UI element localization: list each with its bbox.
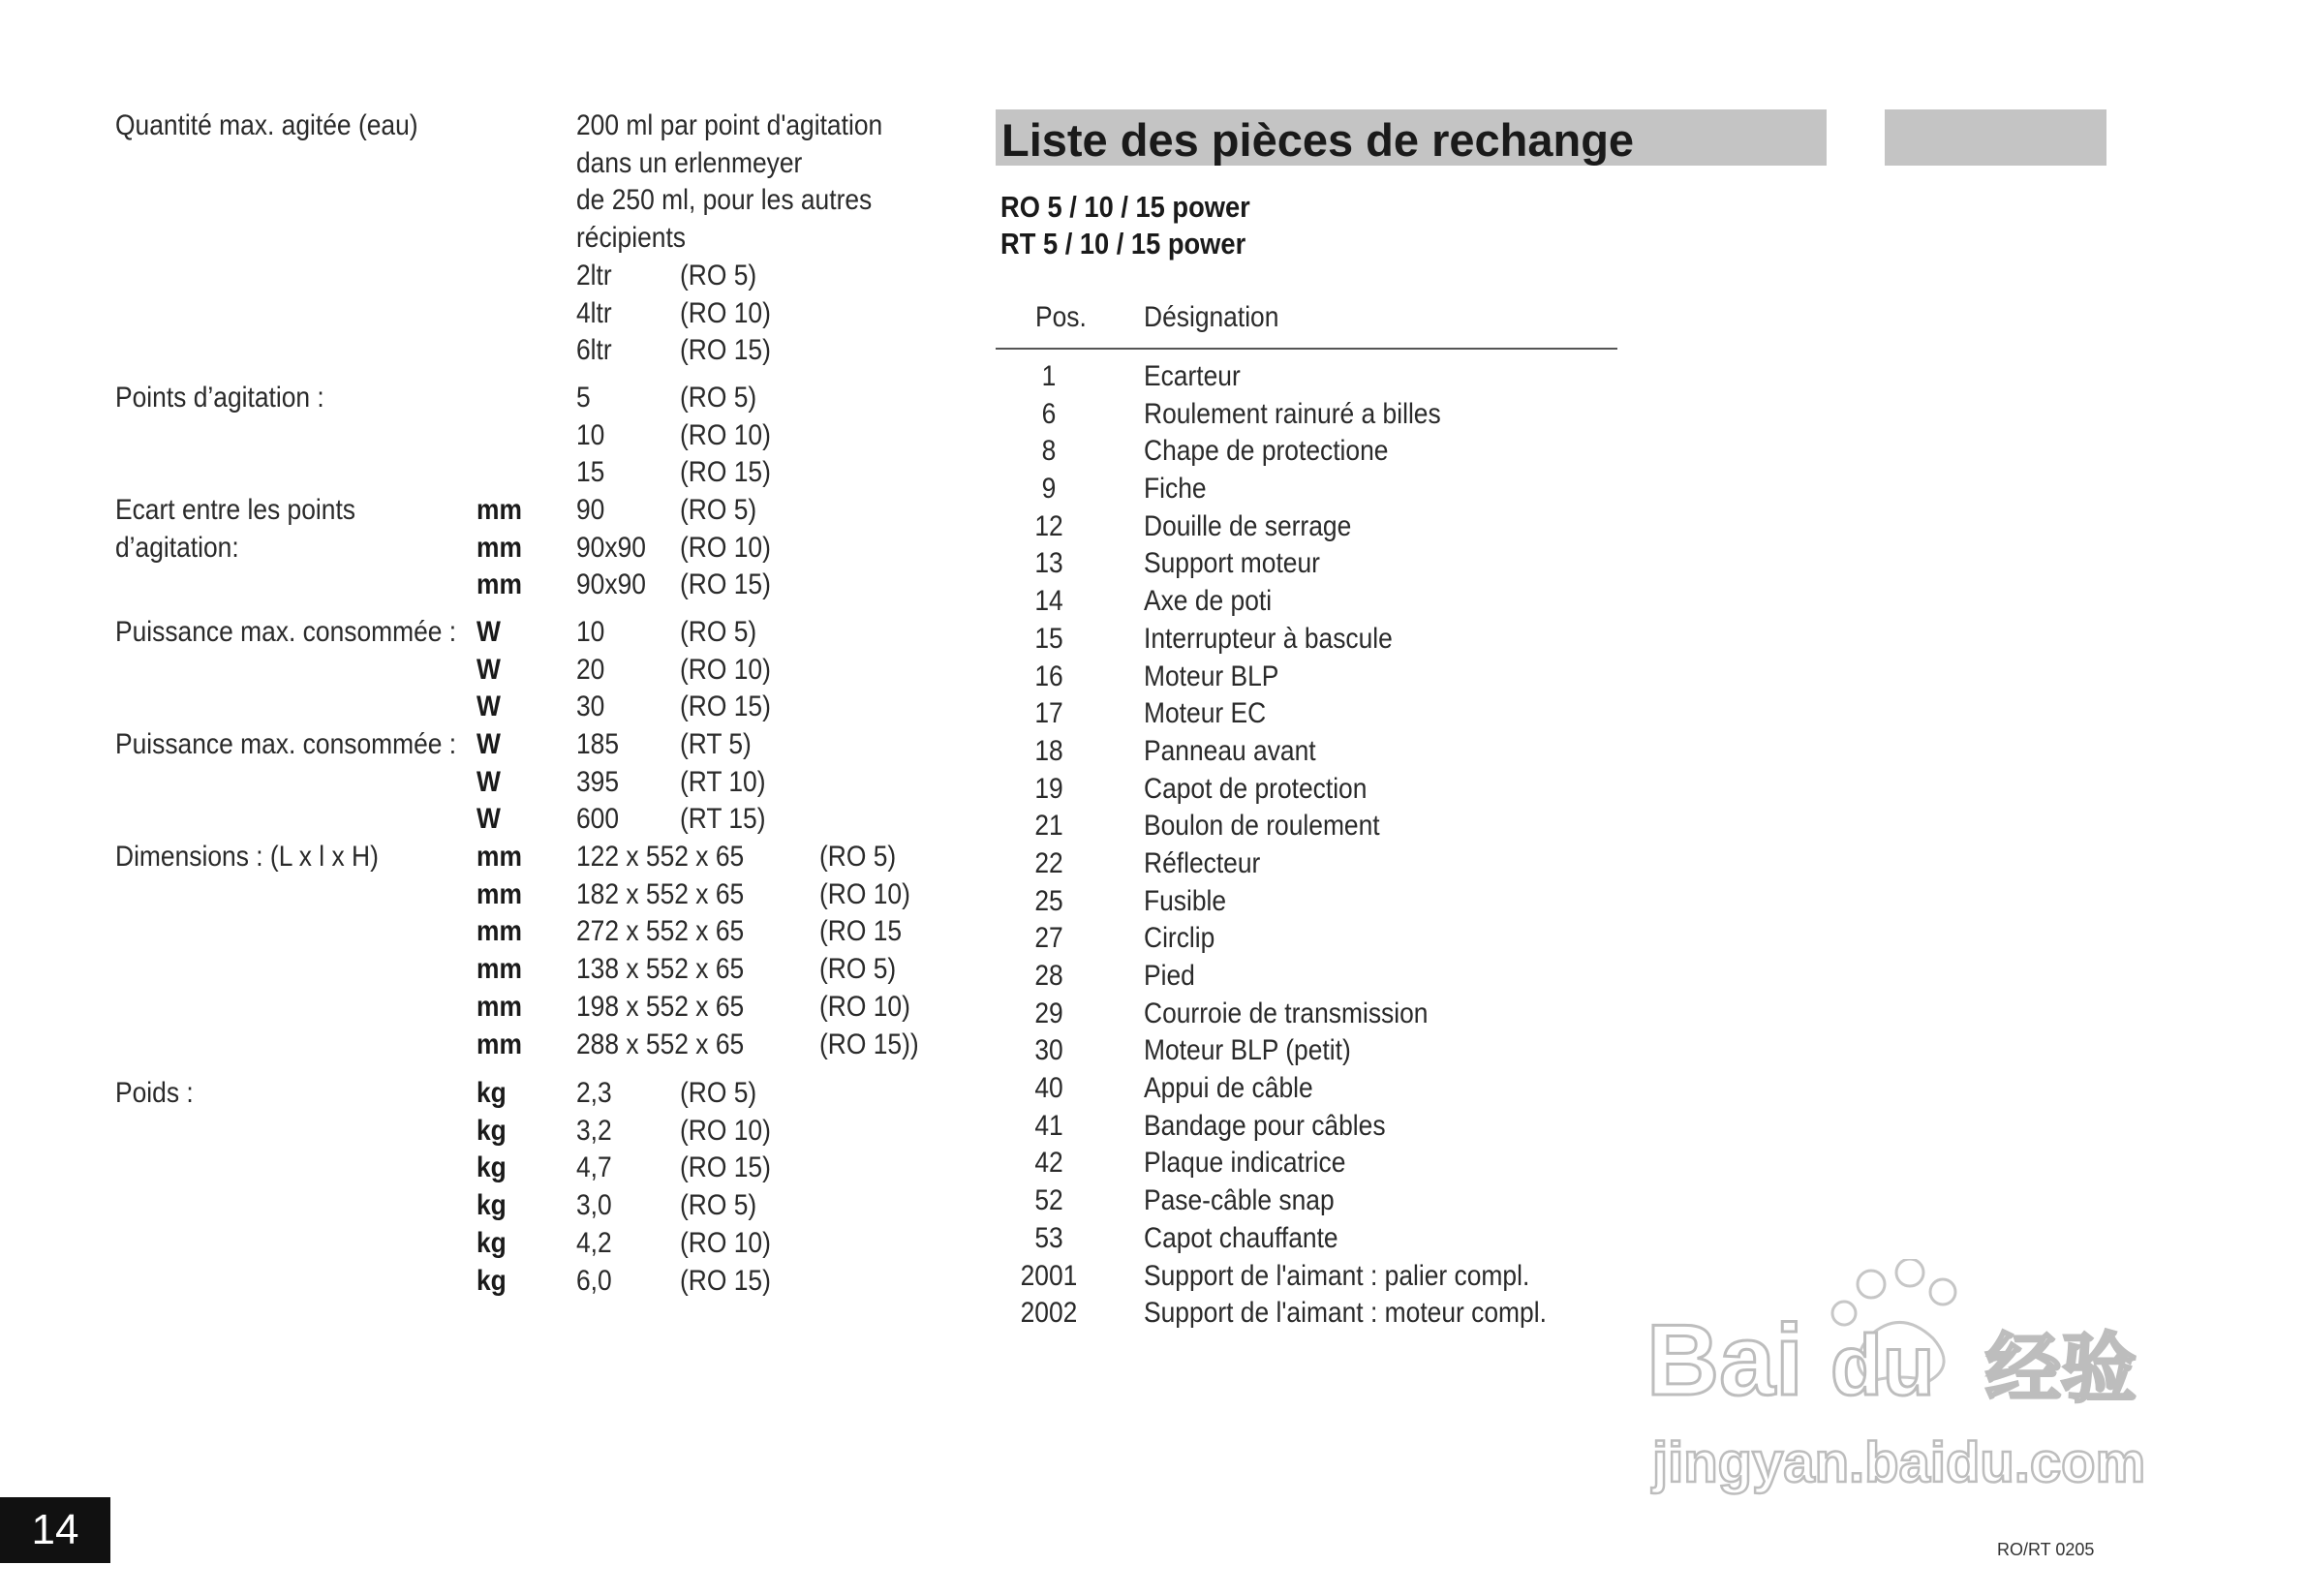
- parts-row: [996, 508, 1674, 546]
- part-designation: Fiche: [1144, 473, 1207, 506]
- spec-label-ecart-2: d’agitation:: [115, 531, 239, 564]
- parts-row: [996, 1145, 1674, 1182]
- spec-poids: [115, 1075, 987, 1307]
- part-designation: Ecarteur: [1144, 360, 1241, 392]
- spec-unit: W: [477, 616, 501, 648]
- parts-row: [996, 920, 1674, 958]
- spec-model: (RO 15): [680, 691, 771, 723]
- spec-value: 272 x 552 x 65: [576, 915, 745, 948]
- part-designation: Bandage pour câbles: [1144, 1109, 1386, 1142]
- spec-value: 288 x 552 x 65: [576, 1028, 745, 1060]
- part-position: 2001: [1020, 1259, 1078, 1292]
- spec-model: (RO 15: [819, 915, 903, 948]
- part-position: 42: [1034, 1147, 1063, 1180]
- parts-row: [996, 396, 1674, 434]
- spec-model: (RO 15): [680, 334, 771, 367]
- side-tab-bar: [1885, 109, 2106, 166]
- parts-row: [996, 1220, 1674, 1258]
- spec-value: 30: [576, 691, 605, 723]
- spec-unit: W: [477, 653, 501, 686]
- spec-value: 4,7: [576, 1151, 612, 1184]
- spec-model: (RO 5): [819, 841, 897, 873]
- spec-unit: kg: [477, 1264, 507, 1297]
- spec-model: (RO 5): [680, 494, 757, 526]
- spec-model: (RO 10): [680, 296, 771, 329]
- part-designation: Support de l'aimant : palier compl.: [1144, 1259, 1530, 1292]
- part-position: 1: [1041, 360, 1057, 392]
- document-code: RO/RT 0205: [1997, 1540, 2095, 1559]
- spec-value: 182 x 552 x 65: [576, 877, 745, 910]
- spec-model: (RO 10): [680, 418, 771, 451]
- part-designation: Chape de protectione: [1144, 435, 1389, 468]
- spec-unit: W: [477, 765, 501, 798]
- svg-text:Bai: Bai: [1646, 1304, 1803, 1417]
- spec-model: (RO 10): [680, 531, 771, 564]
- part-designation: Pied: [1144, 960, 1195, 992]
- part-designation: Boulon de roulement: [1144, 810, 1380, 843]
- parts-row: [996, 695, 1674, 733]
- part-position: 18: [1034, 734, 1063, 767]
- spec-model: (RO 5): [680, 259, 757, 292]
- model-line-rt: RT 5 / 10 / 15 power: [1000, 227, 1246, 261]
- parts-row: [996, 958, 1674, 996]
- part-designation: Moteur BLP (petit): [1144, 1034, 1351, 1067]
- part-position: 53: [1034, 1221, 1063, 1254]
- spec-value: 5: [576, 382, 591, 414]
- spec-unit: W: [477, 691, 501, 723]
- spec-value: 10: [576, 616, 605, 648]
- spec-unit: mm: [477, 568, 522, 601]
- spec-value: 3,2: [576, 1114, 612, 1147]
- model-line-ro: RO 5 / 10 / 15 power: [1000, 190, 1250, 224]
- part-position: 19: [1034, 772, 1063, 805]
- part-position: 25: [1034, 884, 1063, 917]
- part-designation: Axe de poti: [1144, 585, 1273, 618]
- page-number: 14: [0, 1497, 110, 1563]
- spec-value: 3,0: [576, 1189, 612, 1222]
- part-designation: Appui de câble: [1144, 1072, 1313, 1105]
- spec-model: (RO 15): [680, 568, 771, 601]
- spec-unit: kg: [477, 1077, 507, 1109]
- svg-text:jingyan.baidu.com: jingyan.baidu.com: [1652, 1431, 2146, 1494]
- spec-unit: kg: [477, 1114, 507, 1147]
- spec-text-line: 200 ml par point d'agitation: [576, 109, 883, 141]
- spec-value: 6ltr: [576, 334, 612, 367]
- spec-ecart: [115, 492, 987, 608]
- spec-model: (RO 10): [680, 1226, 771, 1259]
- part-position: 12: [1034, 509, 1063, 542]
- part-position: 52: [1034, 1184, 1063, 1217]
- spec-label-quantite: Quantité max. agitée (eau): [115, 109, 418, 141]
- parts-row: [996, 545, 1674, 583]
- spec-value: 20: [576, 653, 605, 686]
- part-designation: Roulement rainuré a billes: [1144, 397, 1441, 430]
- parts-row: [996, 1108, 1674, 1146]
- spec-value: 6,0: [576, 1264, 612, 1297]
- spec-unit: W: [477, 803, 501, 836]
- spec-model: (RO 5): [819, 953, 897, 986]
- header-divider: [996, 348, 1617, 350]
- spec-quantite: [115, 107, 987, 369]
- spec-model: (RO 10): [680, 653, 771, 686]
- parts-row: [996, 883, 1674, 921]
- part-position: 29: [1034, 997, 1063, 1029]
- spec-text-line: récipients: [576, 222, 686, 255]
- parts-row: [996, 433, 1674, 471]
- spec-unit: mm: [477, 877, 522, 910]
- parts-row: [996, 358, 1674, 396]
- part-position: 15: [1034, 622, 1063, 655]
- spec-model: (RO 10): [819, 990, 910, 1023]
- parts-row: [996, 1070, 1674, 1108]
- spec-value: 600: [576, 803, 620, 836]
- spec-model: (RO 15): [680, 1151, 771, 1184]
- part-position: 14: [1034, 585, 1063, 618]
- part-position: 9: [1041, 473, 1057, 506]
- part-position: 28: [1034, 960, 1063, 992]
- parts-row: [996, 583, 1674, 621]
- spec-value: 4ltr: [576, 296, 612, 329]
- spec-model: (RO 15)): [819, 1028, 919, 1060]
- part-designation: Réflecteur: [1144, 846, 1261, 879]
- parts-row: [996, 471, 1674, 508]
- spec-value: 185: [576, 728, 620, 760]
- spec-model: (RT 10): [680, 765, 766, 798]
- parts-row: [996, 996, 1674, 1033]
- spec-puissance-ro: [115, 614, 987, 730]
- part-designation: Capot chauffante: [1144, 1221, 1338, 1254]
- part-position: 40: [1034, 1072, 1063, 1105]
- part-position: 30: [1034, 1034, 1063, 1067]
- part-designation: Moteur BLP: [1144, 660, 1279, 692]
- parts-row: [996, 1032, 1674, 1070]
- spec-label-dimensions: Dimensions : (L x l x H): [115, 841, 379, 873]
- part-designation: Support de l'aimant : moteur compl.: [1144, 1297, 1547, 1330]
- spec-value: 122 x 552 x 65: [576, 841, 745, 873]
- spec-unit: mm: [477, 494, 522, 526]
- section-title-bar: [996, 109, 1827, 166]
- spec-text-line: de 250 ml, pour les autres: [576, 184, 873, 217]
- parts-header-pos: Pos.: [1035, 301, 1087, 333]
- spec-label-ecart: Ecart entre les points: [115, 494, 355, 526]
- part-position: 13: [1034, 547, 1063, 580]
- baidu-watermark-logo: [1646, 1259, 2189, 1520]
- parts-header-designation: Désignation: [1144, 301, 1279, 333]
- part-designation: Plaque indicatrice: [1144, 1147, 1346, 1180]
- parts-row: [996, 1258, 1674, 1296]
- spec-unit: mm: [477, 1028, 522, 1060]
- spec-model: (RO 10): [680, 1114, 771, 1147]
- spec-label-puissance: Puissance max. consommée :: [115, 728, 457, 760]
- part-position: 6: [1041, 397, 1057, 430]
- part-position: 21: [1034, 810, 1063, 843]
- parts-row: [996, 621, 1674, 659]
- parts-list: [996, 358, 1674, 1333]
- spec-unit: mm: [477, 953, 522, 986]
- parts-row: [996, 771, 1674, 809]
- spec-unit: kg: [477, 1189, 507, 1222]
- parts-row: [996, 733, 1674, 771]
- parts-row: [996, 845, 1674, 883]
- spec-model: (RO 10): [819, 877, 910, 910]
- spec-unit: kg: [477, 1151, 507, 1184]
- part-position: 41: [1034, 1109, 1063, 1142]
- part-designation: Courroie de transmission: [1144, 997, 1429, 1029]
- spec-value: 138 x 552 x 65: [576, 953, 745, 986]
- spec-model: (RO 15): [680, 1264, 771, 1297]
- part-designation: Panneau avant: [1144, 734, 1316, 767]
- spec-label-puissance: Puissance max. consommée :: [115, 616, 457, 648]
- spec-unit: mm: [477, 915, 522, 948]
- spec-model: (RO 5): [680, 382, 757, 414]
- spec-puissance-rt: [115, 726, 987, 843]
- spec-value: 2,3: [576, 1077, 612, 1109]
- parts-row: [996, 1295, 1674, 1333]
- section-title: Liste des pièces de rechange: [1001, 114, 1635, 166]
- spec-model: (RO 5): [680, 1189, 757, 1222]
- part-designation: Capot de protection: [1144, 772, 1368, 805]
- spec-model: (RO 5): [680, 616, 757, 648]
- spec-model: (RT 5): [680, 728, 752, 760]
- spec-value: 10: [576, 418, 605, 451]
- part-position: 8: [1041, 435, 1057, 468]
- svg-text:du: du: [1830, 1317, 1935, 1413]
- spec-label-poids: Poids :: [115, 1077, 194, 1109]
- spec-value: 15: [576, 456, 605, 489]
- part-designation: Douille de serrage: [1144, 509, 1352, 542]
- parts-row: [996, 808, 1674, 845]
- spec-value: 198 x 552 x 65: [576, 990, 745, 1023]
- part-designation: Moteur EC: [1144, 697, 1267, 730]
- spec-value: 90x90: [576, 568, 646, 601]
- spec-unit: mm: [477, 990, 522, 1023]
- spec-model: (RO 5): [680, 1077, 757, 1109]
- part-designation: Support moteur: [1144, 547, 1320, 580]
- part-designation: Circlip: [1144, 922, 1215, 955]
- part-designation: Interrupteur à bascule: [1144, 622, 1393, 655]
- spec-unit: kg: [477, 1226, 507, 1259]
- spec-value: 4,2: [576, 1226, 612, 1259]
- spec-label-points: Points d’agitation :: [115, 382, 324, 414]
- part-position: 17: [1034, 697, 1063, 730]
- part-position: 16: [1034, 660, 1063, 692]
- part-position: 27: [1034, 922, 1063, 955]
- part-position: 2002: [1020, 1297, 1078, 1330]
- part-designation: Fusible: [1144, 884, 1227, 917]
- spec-unit: mm: [477, 841, 522, 873]
- spec-value: 90: [576, 494, 605, 526]
- spec-model: (RT 15): [680, 803, 766, 836]
- spec-model: (RO 15): [680, 456, 771, 489]
- spec-points: [115, 380, 987, 496]
- spec-value: 90x90: [576, 531, 646, 564]
- part-position: 22: [1034, 846, 1063, 879]
- part-designation: Pase-câble snap: [1144, 1184, 1335, 1217]
- parts-row: [996, 659, 1674, 696]
- spec-value: 2ltr: [576, 259, 612, 292]
- spec-text-line: dans un erlenmeyer: [576, 146, 803, 179]
- parts-row: [996, 1182, 1674, 1220]
- spec-unit: mm: [477, 531, 522, 564]
- spec-unit: W: [477, 728, 501, 760]
- spec-value: 395: [576, 765, 620, 798]
- spec-dimensions: [115, 839, 987, 1071]
- svg-text:经验: 经验: [1985, 1326, 2137, 1413]
